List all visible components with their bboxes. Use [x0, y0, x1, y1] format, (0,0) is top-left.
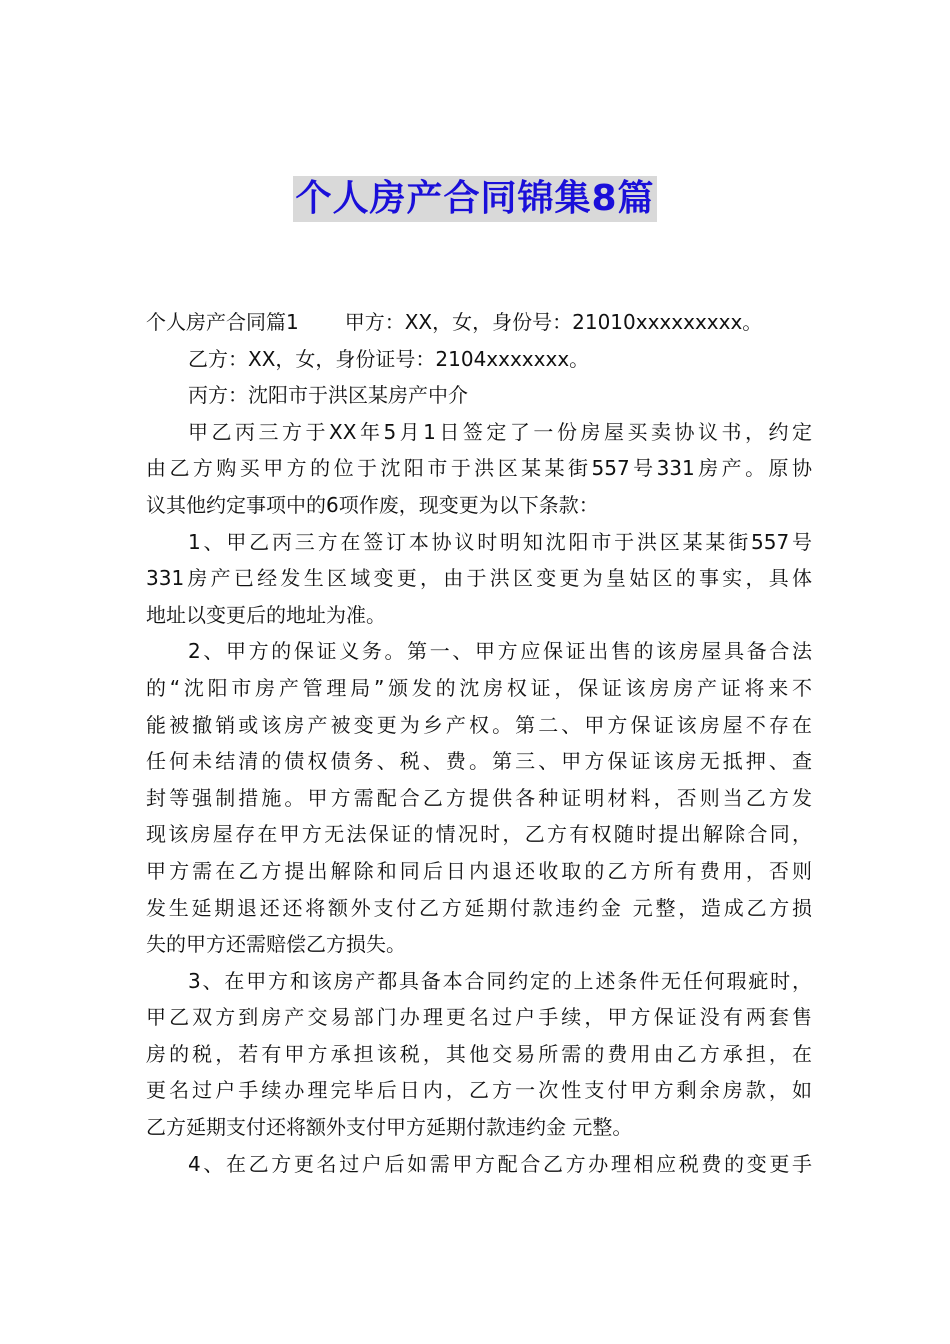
clause-2-line: 封等强制措施。甲方需配合乙方提供各种证明材料，否则当乙方发 — [146, 785, 812, 810]
clause-3-line: 更名过户手续办理完毕后日内，乙方一次性支付甲方剩余房款，如 — [146, 1078, 812, 1103]
paragraph-line: 议其他约定事项中的6项作废，现变更为以下条款： — [146, 492, 599, 517]
document-title: 个人房产合同锦集8篇 — [293, 176, 656, 222]
paragraph-line: 甲乙丙三方于XX年5月1日签定了一份房屋买卖协议书，约定 — [188, 419, 812, 444]
clause-3-line: 3、在甲方和该房产都具备本合同约定的上述条件无任何瑕疵时， — [188, 968, 812, 993]
clause-3-line: 甲乙双方到房产交易部门办理更名过户手续，甲方保证没有两套售 — [146, 1005, 812, 1030]
clause-2-line: 现该房屋存在甲方无法保证的情况时，乙方有权随时提出解除合同， — [146, 822, 812, 847]
clause-4-line: 4、在乙方更名过户后如需甲方配合乙方办理相应税费的变更手 — [188, 1151, 812, 1176]
clause-2-line: 能被撤销或该房产被变更为乡产权。第二、甲方保证该房屋不存在 — [146, 712, 812, 737]
paragraph-line: 由乙方购买甲方的位于沈阳市于洪区某某街557号331房产。原协 — [146, 456, 812, 481]
title-container — [0, 176, 950, 222]
clause-2-line: 2、甲方的保证义务。第一、甲方应保证出售的该房屋具备合法 — [188, 639, 812, 664]
party-a-info: 甲方：XX，女，身份号：21010xxxxxxxxx。 — [344, 310, 763, 334]
contract-heading: 个人房产合同篇1 — [146, 310, 299, 334]
contract-heading-line — [146, 304, 812, 341]
party-b-info: 乙方：XX，女，身份证号：2104xxxxxxx。 — [188, 346, 590, 371]
document-body — [146, 304, 812, 1182]
party-c-info: 丙方：沈阳市于洪区某房产中介 — [188, 383, 468, 408]
clause-1-line: 1、甲乙丙三方在签订本协议时明知沈阳市于洪区某某街557号 — [188, 529, 812, 554]
clause-1-line: 331房产已经发生区域变更，由于洪区变更为皇姑区的事实，具体 — [146, 566, 812, 591]
clause-2-line: 的“沈阳市房产管理局”颁发的沈房权证，保证该房房产证将来不 — [146, 675, 812, 700]
clause-3-line: 乙方延期支付还将额外支付甲方延期付款违约金 元整。 — [146, 1115, 633, 1140]
clause-3-line: 房的税，若有甲方承担该税，其他交易所需的费用由乙方承担，在 — [146, 1041, 812, 1066]
clause-2-line: 发生延期退还还将额外支付乙方延期付款违约金 元整，造成乙方损 — [146, 895, 812, 920]
clause-2-line: 失的甲方还需赔偿乙方损失。 — [146, 932, 406, 957]
clause-2-line: 甲方需在乙方提出解除和同后日内退还收取的乙方所有费用，否则 — [146, 858, 812, 883]
clause-2-line: 任何未结清的债权债务、税、费。第三、甲方保证该房无抵押、查 — [146, 749, 812, 774]
clause-1-line: 地址以变更后的地址为准。 — [146, 602, 386, 627]
